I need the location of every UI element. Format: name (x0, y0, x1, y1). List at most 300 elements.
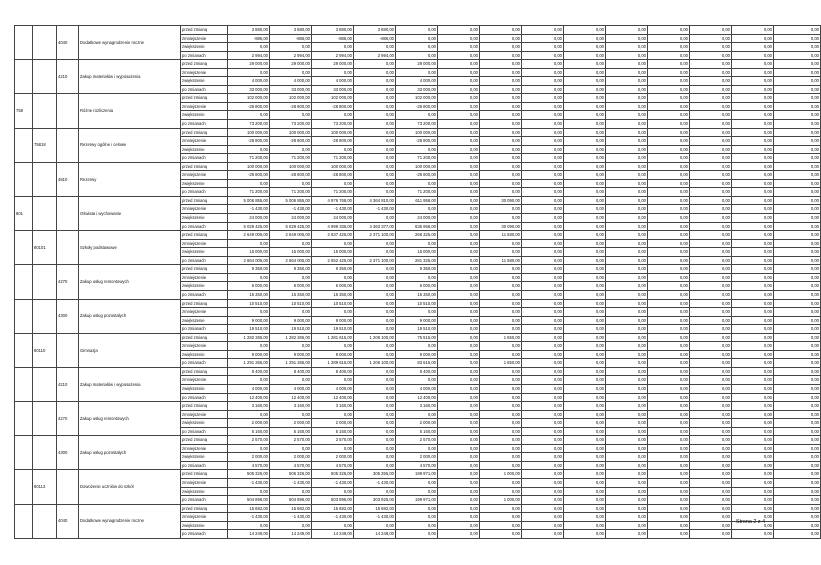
amount-cell: 102 000,00 (228, 94, 270, 103)
amount-cell: 0,00 (732, 513, 774, 522)
amount-cell: 0,00 (522, 196, 564, 205)
amount-cell: 0,00 (564, 521, 606, 530)
amount-cell: 0,00 (564, 359, 606, 368)
amount-cell: 0,00 (732, 102, 774, 111)
row-label: zmniejszenie (181, 513, 228, 522)
amount-cell: 100 000,00 (228, 162, 270, 171)
amount-cell: 0,00 (480, 384, 522, 393)
amount-cell: 0,00 (564, 350, 606, 359)
amount-cell: 0,00 (354, 188, 396, 197)
amount-cell: 0,00 (648, 487, 690, 496)
amount-cell: 0,00 (438, 444, 480, 453)
amount-cell: 0,00 (312, 239, 354, 248)
amount-cell: 0,00 (522, 470, 564, 479)
amount-cell: 0,00 (606, 34, 648, 43)
amount-cell: 0,00 (774, 51, 821, 60)
amount-cell: 0,00 (354, 316, 396, 325)
amount-cell: 0,00 (774, 111, 821, 120)
amount-cell: -28 800,00 (270, 171, 312, 180)
amount-cell: 2 994,00 (228, 51, 270, 60)
amount-cell: 9 000,00 (228, 350, 270, 359)
amount-cell: 0,00 (270, 308, 312, 317)
amount-cell: 0,00 (774, 273, 821, 282)
amount-cell: 0,00 (438, 94, 480, 103)
amount-cell: 0,00 (522, 384, 564, 393)
amount-cell: 0,00 (648, 521, 690, 530)
amount-cell: 0,00 (270, 444, 312, 453)
amount-cell: 0,00 (522, 77, 564, 86)
amount-cell: 0,00 (564, 85, 606, 94)
amount-cell: 0,00 (480, 436, 522, 445)
amount-cell: 0,00 (732, 333, 774, 342)
amount-cell: 0,00 (438, 111, 480, 120)
amount-cell: 0,00 (564, 248, 606, 257)
amount-cell: 0,00 (774, 34, 821, 43)
amount-cell: 0,00 (774, 359, 821, 368)
amount-cell: 4 000,00 (228, 77, 270, 86)
amount-cell: 0,00 (522, 51, 564, 60)
amount-cell: 0,00 (438, 179, 480, 188)
amount-cell: 11 580,00 (480, 231, 522, 240)
amount-cell: 0,00 (690, 162, 732, 171)
amount-cell: 0,00 (648, 325, 690, 334)
amount-cell: 0,00 (648, 205, 690, 214)
amount-cell: 0,00 (522, 137, 564, 146)
amount-cell: 0,00 (480, 154, 522, 163)
amount-cell: 0,00 (732, 145, 774, 154)
amount-cell: 0,00 (480, 26, 522, 35)
amount-cell: 0,00 (774, 26, 821, 35)
table-row (15, 367, 821, 376)
amount-cell: 0,00 (732, 94, 774, 103)
amount-cell: 0,00 (438, 214, 480, 223)
amount-cell: 0,00 (438, 60, 480, 69)
amount-cell: -28 800,00 (228, 102, 270, 111)
amount-cell: -1 430,00 (312, 478, 354, 487)
amount-cell: 0,00 (480, 419, 522, 428)
amount-cell: 0,00 (690, 111, 732, 120)
amount-cell: 0,00 (564, 478, 606, 487)
amount-cell: 73 200,00 (228, 120, 270, 129)
amount-cell: 0,00 (690, 376, 732, 385)
amount-cell: 0,00 (354, 436, 396, 445)
amount-cell: 0,00 (732, 325, 774, 334)
amount-cell: 0,00 (774, 453, 821, 462)
amount-cell: 0,00 (522, 436, 564, 445)
amount-cell: 0,00 (690, 308, 732, 317)
amount-cell: 0,00 (396, 145, 438, 154)
amount-cell: 0,00 (774, 342, 821, 351)
section-code (15, 504, 33, 538)
amount-cell: 0,00 (522, 308, 564, 317)
amount-cell: 0,00 (564, 239, 606, 248)
amount-cell: 0,00 (396, 478, 438, 487)
amount-cell: 0,00 (774, 367, 821, 376)
amount-cell: 0,00 (438, 34, 480, 43)
amount-cell: 0,00 (480, 248, 522, 257)
row-label: przed zmianą (181, 265, 228, 274)
amount-cell: 0,00 (774, 214, 821, 223)
amount-cell: 0,00 (606, 393, 648, 402)
amount-cell: 0,00 (522, 427, 564, 436)
amount-cell: 0,00 (480, 504, 522, 513)
amount-cell: 0,00 (732, 342, 774, 351)
item-name: Zakup materiałów i wyposażenia (79, 367, 181, 401)
amount-cell: 0,00 (564, 290, 606, 299)
amount-cell: 0,00 (354, 154, 396, 163)
chapter-code (33, 196, 57, 230)
amount-cell: 0,00 (564, 333, 606, 342)
amount-cell: 0,00 (606, 290, 648, 299)
amount-cell: 0,00 (354, 120, 396, 129)
amount-cell: 0,00 (354, 419, 396, 428)
row-label: zwiększenie (181, 145, 228, 154)
amount-cell: 0,00 (564, 367, 606, 376)
chapter-code (33, 436, 57, 470)
amount-cell: 611 958,00 (396, 196, 438, 205)
amount-cell: 0,00 (690, 239, 732, 248)
amount-cell: 0,00 (270, 273, 312, 282)
amount-cell: 5 160,00 (396, 427, 438, 436)
amount-cell: 0,00 (228, 308, 270, 317)
amount-cell: 0,00 (480, 299, 522, 308)
amount-cell: 0,00 (438, 427, 480, 436)
amount-cell: 0,00 (522, 231, 564, 240)
amount-cell: 5 029 425,00 (270, 222, 312, 231)
amount-cell: 0,00 (354, 214, 396, 223)
amount-cell: 0,00 (312, 521, 354, 530)
amount-cell: 0,00 (774, 325, 821, 334)
amount-cell: 0,00 (312, 179, 354, 188)
amount-cell: 0,00 (732, 188, 774, 197)
amount-cell: 281 325,00 (396, 256, 438, 265)
amount-cell: 2 000,00 (228, 453, 270, 462)
amount-cell: 0,00 (690, 196, 732, 205)
amount-cell: 0,00 (564, 94, 606, 103)
amount-cell: 0,00 (732, 487, 774, 496)
amount-cell: 0,00 (270, 487, 312, 496)
amount-cell: 0,00 (354, 111, 396, 120)
amount-cell: 0,00 (564, 205, 606, 214)
amount-cell: 4 000,00 (396, 384, 438, 393)
amount-cell: 4 364 810,00 (354, 196, 396, 205)
amount-cell: 2 994,00 (312, 51, 354, 60)
item-name: Zakup usług remontowych (79, 402, 181, 436)
amount-cell: 0,00 (690, 299, 732, 308)
row-label: po zmianach (181, 222, 228, 231)
amount-cell: 0,00 (564, 43, 606, 52)
amount-cell: 0,00 (732, 273, 774, 282)
amount-cell: 0,00 (648, 154, 690, 163)
amount-cell: 75 515,00 (396, 333, 438, 342)
amount-cell: -28 800,00 (396, 102, 438, 111)
amount-cell: 0,00 (564, 530, 606, 539)
amount-cell: 0,00 (564, 26, 606, 35)
amount-cell: 0,00 (774, 60, 821, 69)
amount-cell: 0,00 (396, 111, 438, 120)
amount-cell: 3 880,00 (270, 26, 312, 35)
amount-cell: 11 580,00 (480, 256, 522, 265)
amount-cell: 0,00 (564, 102, 606, 111)
amount-cell: 0,00 (480, 453, 522, 462)
amount-cell: 14 249,00 (312, 530, 354, 539)
amount-cell: 0,00 (354, 60, 396, 69)
amount-cell: 0,00 (648, 513, 690, 522)
amount-cell: 0,00 (438, 419, 480, 428)
table-row (15, 436, 821, 445)
amount-cell: 0,00 (606, 308, 648, 317)
chapter-code: 75818 (33, 128, 57, 162)
amount-cell: 100 000,00 (270, 128, 312, 137)
amount-cell: 0,00 (648, 376, 690, 385)
amount-cell: 102 000,00 (312, 94, 354, 103)
table-row (15, 333, 821, 342)
amount-cell: 0,00 (438, 273, 480, 282)
amount-cell: 0,00 (648, 85, 690, 94)
amount-cell: 30 090,00 (480, 196, 522, 205)
amount-cell: 0,00 (438, 43, 480, 52)
chapter-code (33, 26, 57, 60)
amount-cell: 0,00 (606, 94, 648, 103)
item-name: Różne rozliczenia (79, 94, 181, 128)
row-label: zwiększenie (181, 77, 228, 86)
amount-cell: 0,00 (354, 94, 396, 103)
amount-cell: 0,00 (732, 162, 774, 171)
section-code (15, 26, 33, 60)
chapter-code: 80110 (33, 333, 57, 367)
amount-cell: 15 000,00 (396, 248, 438, 257)
amount-cell: 0,00 (648, 273, 690, 282)
amount-cell: 0,00 (564, 196, 606, 205)
row-label: po zmianach (181, 496, 228, 505)
amount-cell: 0,00 (606, 333, 648, 342)
amount-cell: 0,00 (774, 265, 821, 274)
amount-cell: 102 000,00 (270, 94, 312, 103)
amount-cell: -28 800,00 (270, 137, 312, 146)
amount-cell: 0,00 (690, 26, 732, 35)
amount-cell: 6 000,00 (312, 282, 354, 291)
amount-cell: 0,00 (564, 256, 606, 265)
amount-cell: 0,00 (438, 487, 480, 496)
amount-cell: 15 350,00 (228, 290, 270, 299)
amount-cell: 0,00 (648, 43, 690, 52)
amount-cell: 73 200,00 (270, 120, 312, 129)
amount-cell: 1 291 265,00 (228, 359, 270, 368)
amount-cell: 0,00 (732, 51, 774, 60)
amount-cell: 0,00 (564, 171, 606, 180)
amount-cell: 0,00 (522, 120, 564, 129)
amount-cell: 0,00 (732, 367, 774, 376)
row-label: po zmianach (181, 359, 228, 368)
amount-cell: 33 000,00 (270, 85, 312, 94)
amount-cell: 0,00 (354, 265, 396, 274)
amount-cell: 0,00 (438, 384, 480, 393)
section-code (15, 162, 33, 196)
amount-cell: 2 000,00 (396, 453, 438, 462)
amount-cell: 71 200,00 (312, 154, 354, 163)
amount-cell: 0,00 (480, 265, 522, 274)
amount-cell: 2 664 005,00 (228, 256, 270, 265)
amount-cell: 303 925,00 (354, 496, 396, 505)
amount-cell: 0,00 (690, 419, 732, 428)
amount-cell: 0,00 (774, 461, 821, 470)
amount-cell: 0,00 (354, 137, 396, 146)
amount-cell: 0,00 (774, 256, 821, 265)
amount-cell: 71 200,00 (396, 154, 438, 163)
amount-cell: 2 000,00 (270, 453, 312, 462)
amount-cell: 0,00 (354, 376, 396, 385)
amount-cell: 505 326,00 (312, 470, 354, 479)
amount-cell: 0,00 (606, 504, 648, 513)
amount-cell: 0,00 (564, 410, 606, 419)
amount-cell: 0,00 (228, 273, 270, 282)
amount-cell: -28 800,00 (228, 137, 270, 146)
amount-cell: 0,00 (732, 504, 774, 513)
amount-cell: 0,00 (774, 427, 821, 436)
amount-cell: 0,00 (522, 376, 564, 385)
table-row (15, 162, 821, 171)
amount-cell: 0,00 (480, 282, 522, 291)
row-label: po zmianach (181, 427, 228, 436)
amount-cell: 1 289 615,00 (312, 359, 354, 368)
amount-cell: 0,00 (690, 94, 732, 103)
amount-cell: 0,00 (690, 384, 732, 393)
amount-cell: 0,00 (480, 461, 522, 470)
budget-table (14, 25, 821, 539)
table-row (15, 470, 821, 479)
amount-cell: 0,00 (774, 85, 821, 94)
amount-cell: 0,00 (396, 34, 438, 43)
amount-cell: 0,00 (648, 470, 690, 479)
amount-cell: 14 249,00 (354, 530, 396, 539)
chapter-code (33, 367, 57, 401)
amount-cell: 0,00 (438, 478, 480, 487)
amount-cell: 0,00 (564, 273, 606, 282)
amount-cell: 0,00 (438, 102, 480, 111)
amount-cell: 0,00 (438, 436, 480, 445)
amount-cell: 0,00 (690, 265, 732, 274)
amount-cell: 0,00 (522, 239, 564, 248)
amount-cell: 0,00 (480, 43, 522, 52)
amount-cell: 0,00 (648, 316, 690, 325)
amount-cell: 71 200,00 (270, 188, 312, 197)
amount-cell: 0,00 (270, 43, 312, 52)
amount-cell: -28 800,00 (312, 171, 354, 180)
amount-cell: 3 880,00 (312, 26, 354, 35)
amount-cell: 0,00 (438, 137, 480, 146)
amount-cell: 5 029 425,00 (228, 222, 270, 231)
amount-cell: 0,00 (732, 410, 774, 419)
amount-cell: 15 350,00 (396, 290, 438, 299)
amount-cell: 0,00 (312, 410, 354, 419)
amount-cell: 0,00 (354, 342, 396, 351)
amount-cell: 0,00 (774, 128, 821, 137)
amount-cell: 0,00 (606, 85, 648, 94)
amount-cell: 0,00 (648, 504, 690, 513)
row-label: zwiększenie (181, 521, 228, 530)
amount-cell: 1 282 265,00 (228, 333, 270, 342)
amount-cell: 0,00 (354, 290, 396, 299)
amount-cell: 0,00 (606, 162, 648, 171)
amount-cell: 0,00 (648, 290, 690, 299)
amount-cell: 0,00 (312, 342, 354, 351)
amount-cell: 29 000,00 (396, 60, 438, 69)
amount-cell: 0,00 (522, 179, 564, 188)
amount-cell: 0,00 (564, 316, 606, 325)
amount-cell: 0,00 (648, 60, 690, 69)
amount-cell: 0,00 (774, 470, 821, 479)
amount-cell: 0,00 (690, 214, 732, 223)
amount-cell: 0,00 (522, 410, 564, 419)
amount-cell: 0,00 (732, 530, 774, 539)
amount-cell: 0,00 (732, 128, 774, 137)
amount-cell: 71 200,00 (228, 188, 270, 197)
amount-cell: 2 000,00 (228, 419, 270, 428)
amount-cell: 0,00 (732, 384, 774, 393)
amount-cell: 15 000,00 (228, 248, 270, 257)
amount-cell: 0,00 (564, 384, 606, 393)
row-label: przed zmianą (181, 402, 228, 411)
amount-cell: 0,00 (522, 325, 564, 334)
amount-cell: 0,00 (228, 111, 270, 120)
amount-cell: 0,00 (270, 376, 312, 385)
row-label: zmniejszenie (181, 410, 228, 419)
amount-cell: 0,00 (564, 402, 606, 411)
amount-cell: 0,00 (690, 325, 732, 334)
amount-cell: 0,00 (438, 453, 480, 462)
amount-cell: 0,00 (522, 214, 564, 223)
amount-cell: -1 430,00 (270, 478, 312, 487)
amount-cell: 9 000,00 (270, 350, 312, 359)
amount-cell: 19 510,00 (396, 325, 438, 334)
amount-cell: 0,00 (564, 154, 606, 163)
amount-cell: 8 400,00 (312, 367, 354, 376)
amount-cell: 0,00 (732, 120, 774, 129)
amount-cell: 0,00 (606, 145, 648, 154)
amount-cell: 0,00 (690, 179, 732, 188)
amount-cell: 0,00 (774, 487, 821, 496)
amount-cell: 0,00 (270, 145, 312, 154)
amount-cell: 0,00 (438, 402, 480, 411)
amount-cell: 9 350,00 (228, 265, 270, 274)
amount-cell: 0,00 (774, 205, 821, 214)
amount-cell: 0,00 (648, 453, 690, 462)
amount-cell: 0,00 (564, 214, 606, 223)
amount-cell: 0,00 (522, 393, 564, 402)
amount-cell: 0,00 (648, 342, 690, 351)
row-label: po zmianach (181, 51, 228, 60)
amount-cell: 0,00 (522, 513, 564, 522)
amount-cell: 0,00 (732, 154, 774, 163)
amount-cell: 0,00 (564, 376, 606, 385)
amount-cell: 0,00 (354, 77, 396, 86)
amount-cell: 0,00 (480, 487, 522, 496)
amount-cell: 0,00 (648, 120, 690, 129)
amount-cell: 0,00 (732, 427, 774, 436)
amount-cell: 9 000,00 (312, 350, 354, 359)
amount-cell: 0,00 (606, 342, 648, 351)
amount-cell: 24 000,00 (270, 214, 312, 223)
amount-cell: 0,00 (480, 171, 522, 180)
amount-cell: 0,00 (564, 453, 606, 462)
amount-cell: 0,00 (606, 68, 648, 77)
amount-cell: 0,00 (690, 410, 732, 419)
amount-cell: 0,00 (522, 478, 564, 487)
amount-cell: 0,00 (648, 427, 690, 436)
amount-cell: 0,00 (480, 530, 522, 539)
amount-cell: 0,00 (774, 231, 821, 240)
amount-cell: 9 000,00 (312, 316, 354, 325)
